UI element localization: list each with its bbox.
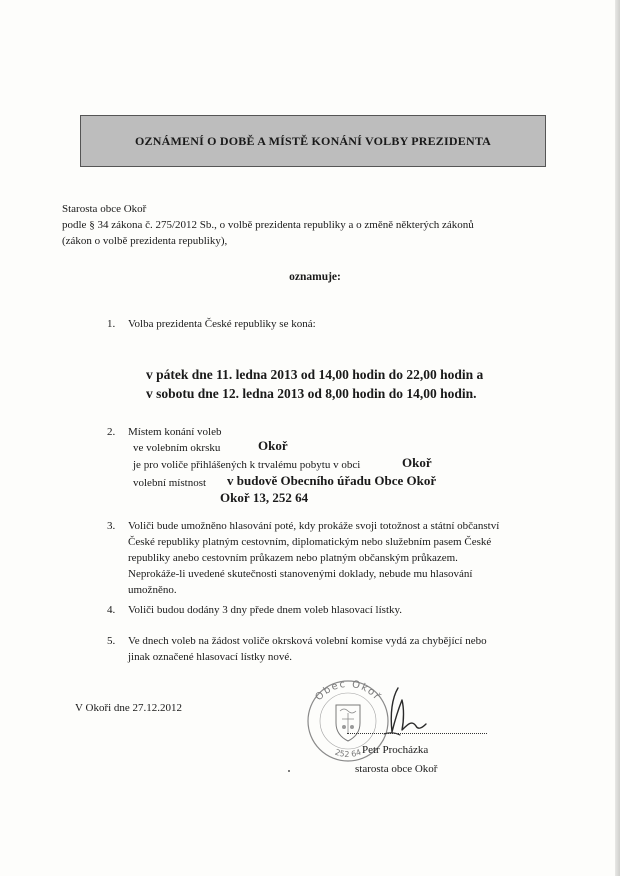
voters-value: Okoř xyxy=(402,455,432,470)
item-number: 3. xyxy=(107,520,116,532)
intro-line-2: podle § 34 zákona č. 275/2012 Sb., o volbě prezidenta republiky a o změně některých zákonů xyxy=(62,219,474,231)
item-text-line: České republiky platným cestovním, diplomatickým nebo služebním pasem České xyxy=(128,536,492,548)
item-text-line: Voliči bude umožněno hlasování poté, kdy prokáže svoji totožnost a státní občanství xyxy=(128,520,500,532)
election-date-saturday: v sobotu dne 12. ledna 2013 od 8,00 hodin do 14,00 hodin. xyxy=(146,386,477,401)
item-text-line: umožněno. xyxy=(128,584,177,596)
document-title: OZNÁMENÍ O DOBĚ A MÍSTĚ KONÁNÍ VOLBY PREZIDENTA xyxy=(135,133,491,148)
item-text: Voliči budou dodány 3 dny přede dnem voleb hlasovací lístky. xyxy=(128,604,403,616)
stamp-top-text: Obec Okoř xyxy=(313,678,383,704)
stamp-bottom-text: 252 64 xyxy=(333,747,363,760)
item-text xyxy=(128,518,558,598)
item-text-line: jinak označené hlasovací lístky nové. xyxy=(128,651,293,663)
district-label: ve volebním okrsku xyxy=(133,442,221,454)
room-address: Okoř 13, 252 64 xyxy=(220,490,309,505)
item-text-line: republiky anebo cestovním průkazem nebo platným občanským průkazem. xyxy=(128,552,458,564)
intro-line-1: Starosta obce Okoř xyxy=(62,203,147,215)
item-text-line: Ve dnech voleb na žádost voliče okrsková volební komise vydá za chybějící nebo xyxy=(128,635,487,647)
announces-heading: oznamuje: xyxy=(289,271,341,283)
svg-text:Obec Okoř xyxy=(313,679,383,703)
scan-edge xyxy=(615,0,620,876)
election-dates xyxy=(146,365,483,403)
signer-name: Petr Procházka xyxy=(362,744,429,756)
place-and-date: V Okoři dne 27.12.2012 xyxy=(75,702,183,714)
signature-line xyxy=(347,733,487,734)
intro-paragraph xyxy=(62,201,562,249)
place-line: Místem konání voleb xyxy=(128,426,222,438)
item-number: 1. xyxy=(107,318,116,330)
handwritten-signature-icon xyxy=(378,680,442,740)
item-number: 5. xyxy=(107,635,116,647)
room-label: volební místnost xyxy=(133,477,207,489)
item-number: 2. xyxy=(107,426,116,438)
signer-role: starosta obce Okoř xyxy=(355,763,438,775)
item-number: 4. xyxy=(107,604,116,616)
item-text: Volba prezidenta České republiky se koná: xyxy=(128,318,316,330)
title-box xyxy=(80,115,546,167)
district-value: Okoř xyxy=(258,438,288,453)
item-text xyxy=(128,633,548,665)
voters-label: je pro voliče přihlášených k trvalému pobytu v obci xyxy=(133,459,361,471)
svg-text:252 64 xyxy=(334,748,363,759)
room-value: v budově Obecního úřadu Obce Okoř xyxy=(227,473,437,488)
scan-speck xyxy=(288,770,290,772)
item-text-line: Neprokáže-li uvedené skutečnosti stanovenými doklady, nebude mu hlasování xyxy=(128,568,473,580)
election-date-friday: v pátek dne 11. ledna 2013 od 14,00 hodin do 22,00 hodin a xyxy=(146,367,484,382)
intro-line-3: (zákon o volbě prezidenta republiky), xyxy=(62,235,228,247)
